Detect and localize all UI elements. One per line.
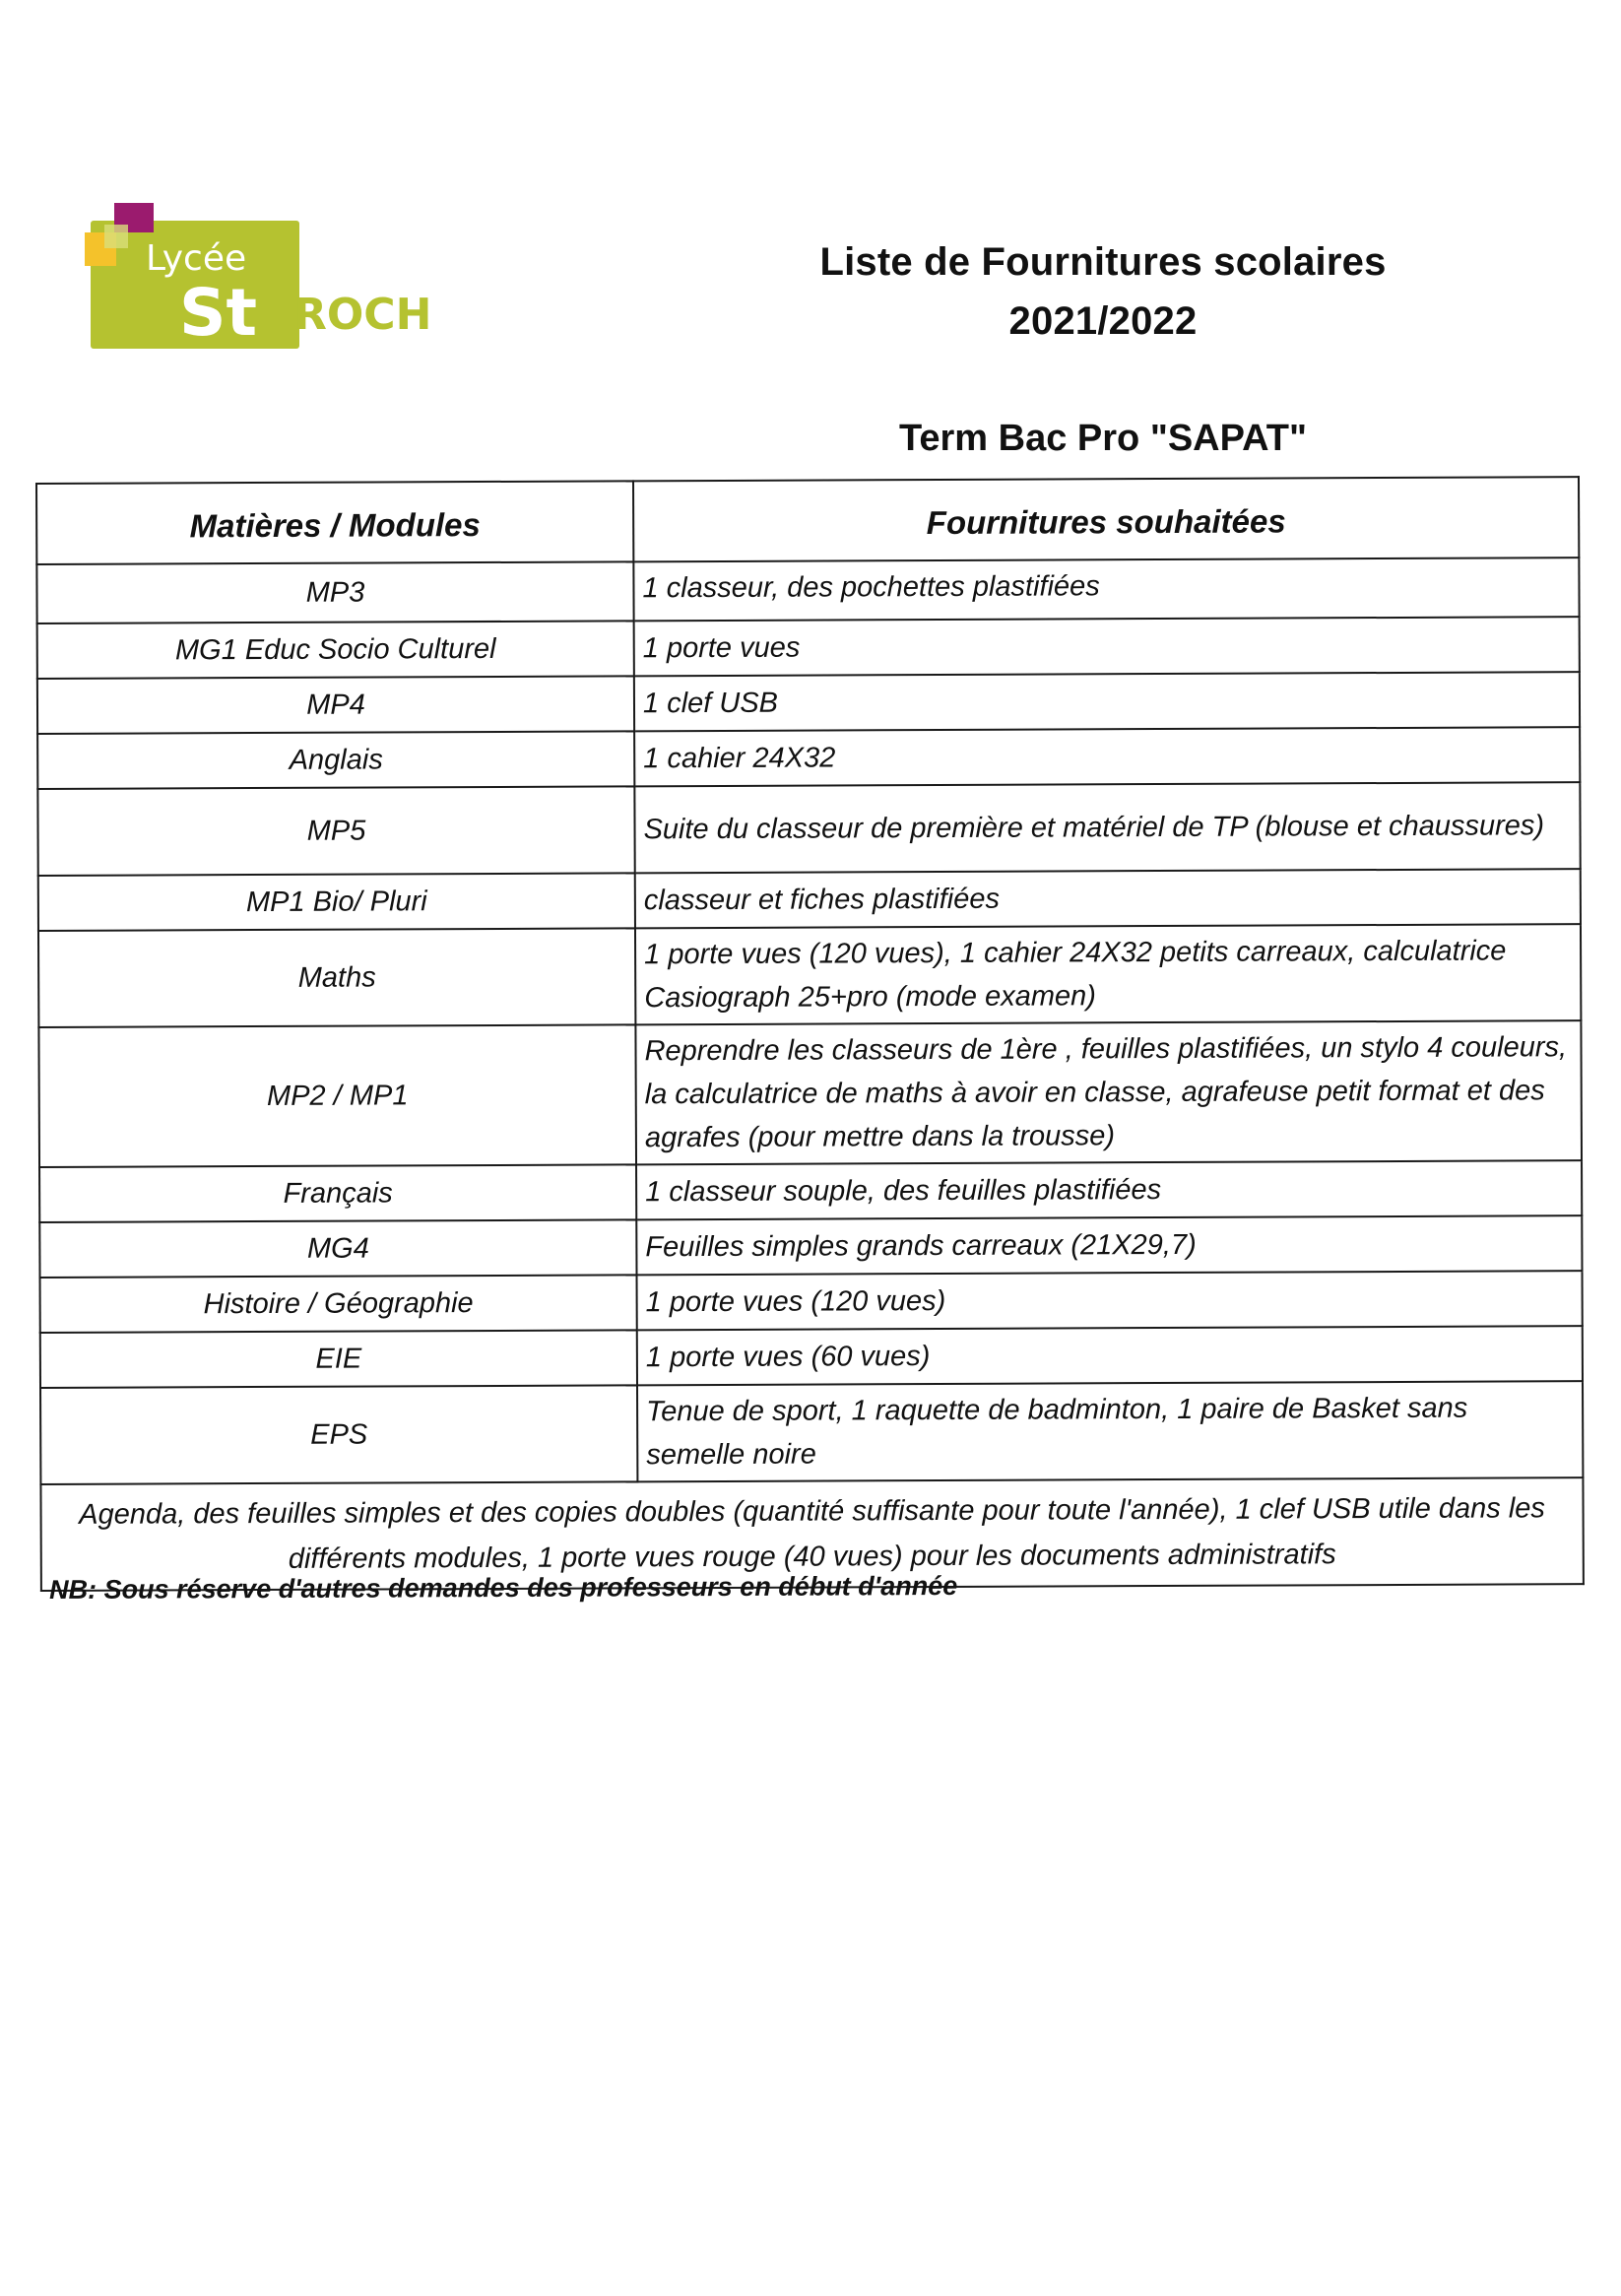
footnote: NB: Sous réserve d'autres demandes des professeurs en début d'année <box>49 1570 958 1605</box>
table-header-row <box>36 477 1579 564</box>
document-title <box>748 232 1458 351</box>
subject-cell: EPS <box>40 1385 637 1484</box>
supplies-cell: 1 cahier 24X32 <box>634 727 1580 786</box>
table-row <box>38 1020 1582 1167</box>
supplies-cell: 1 clef USB <box>634 672 1580 731</box>
supplies-cell: 1 porte vues (120 vues) <box>637 1271 1583 1330</box>
supplies-cell: Feuilles simples grands carreaux (21X29,7) <box>636 1215 1582 1275</box>
supplies-cell: classeur et fiches plastifiées <box>635 869 1581 928</box>
table-row <box>36 558 1579 623</box>
table-row <box>40 1381 1583 1484</box>
table-row <box>37 672 1580 734</box>
subject-cell: MG4 <box>39 1219 636 1278</box>
supplies-cell: Tenue de sport, 1 raquette de badminton, 1 paire de Basket sans semelle noire <box>637 1381 1583 1481</box>
subject-cell: MP3 <box>36 561 633 623</box>
column-header-subject: Matières / Modules <box>36 481 633 564</box>
supplies-cell: 1 classeur souple, des feuilles plastifiées <box>636 1160 1582 1219</box>
table-row <box>37 617 1580 679</box>
table-row <box>39 1215 1582 1278</box>
table-row <box>39 1160 1582 1222</box>
logo-word-roch: ROCH <box>293 290 432 340</box>
table-row <box>38 869 1581 931</box>
supplies-cell: 1 porte vues (120 vues), 1 cahier 24X32 petits carreaux, calculatrice Casiograph 25+pro (mode examen) <box>635 924 1581 1024</box>
subject-cell: MG1 Educ Socio Culturel <box>37 621 634 679</box>
supplies-cell: 1 porte vues (60 vues) <box>637 1326 1583 1385</box>
supplies-cell: 1 classeur, des pochettes plastifiées <box>633 558 1579 621</box>
subject-cell: Français <box>39 1164 636 1222</box>
supplies-table <box>35 476 1585 1592</box>
logo-word-st: St <box>179 275 258 351</box>
subject-cell: Histoire / Géographie <box>40 1275 637 1333</box>
subject-cell: Anglais <box>37 731 634 789</box>
subject-cell: MP2 / MP1 <box>38 1024 636 1167</box>
general-supplies-cell: Agenda, des feuilles simples et des copies doubles (quantité suffisante pour toute l'année), 1 clef USB utile dans les différents modules, 1 porte vues rouge (40 vues) pour les documents administratifs <box>40 1477 1583 1591</box>
subject-cell: MP5 <box>37 786 634 876</box>
subject-cell: Maths <box>38 928 635 1027</box>
supplies-cell: Reprendre les classeurs de 1ère , feuilles plastifiées, un stylo 4 couleurs, la calculatrice de maths à avoir en classe, agrafeuse petit format et des agrafes (pour mettre dans la trousse) <box>635 1020 1582 1164</box>
table-row <box>37 727 1580 789</box>
school-logo <box>85 203 479 351</box>
logo-word-lycee: Lycée <box>146 238 247 279</box>
subject-cell: MP1 Bio/ Pluri <box>38 873 635 931</box>
class-name: Term Bac Pro "SAPAT" <box>898 418 1307 459</box>
table-row <box>40 1271 1583 1333</box>
table-row <box>37 782 1580 876</box>
logo-graphic <box>85 203 479 351</box>
title-line: Liste de Fournitures scolaires <box>819 240 1387 284</box>
supplies-cell: 1 porte vues <box>634 617 1580 676</box>
column-header-supplies: Fournitures souhaitées <box>633 477 1579 561</box>
school-year: 2021/2022 <box>1008 299 1198 343</box>
table-row <box>38 924 1581 1027</box>
supplies-cell: Suite du classeur de première et matériel de TP (blouse et chaussures) <box>634 782 1580 873</box>
subject-cell: MP4 <box>37 676 634 734</box>
subject-cell: EIE <box>40 1330 637 1388</box>
table-row <box>40 1326 1583 1388</box>
